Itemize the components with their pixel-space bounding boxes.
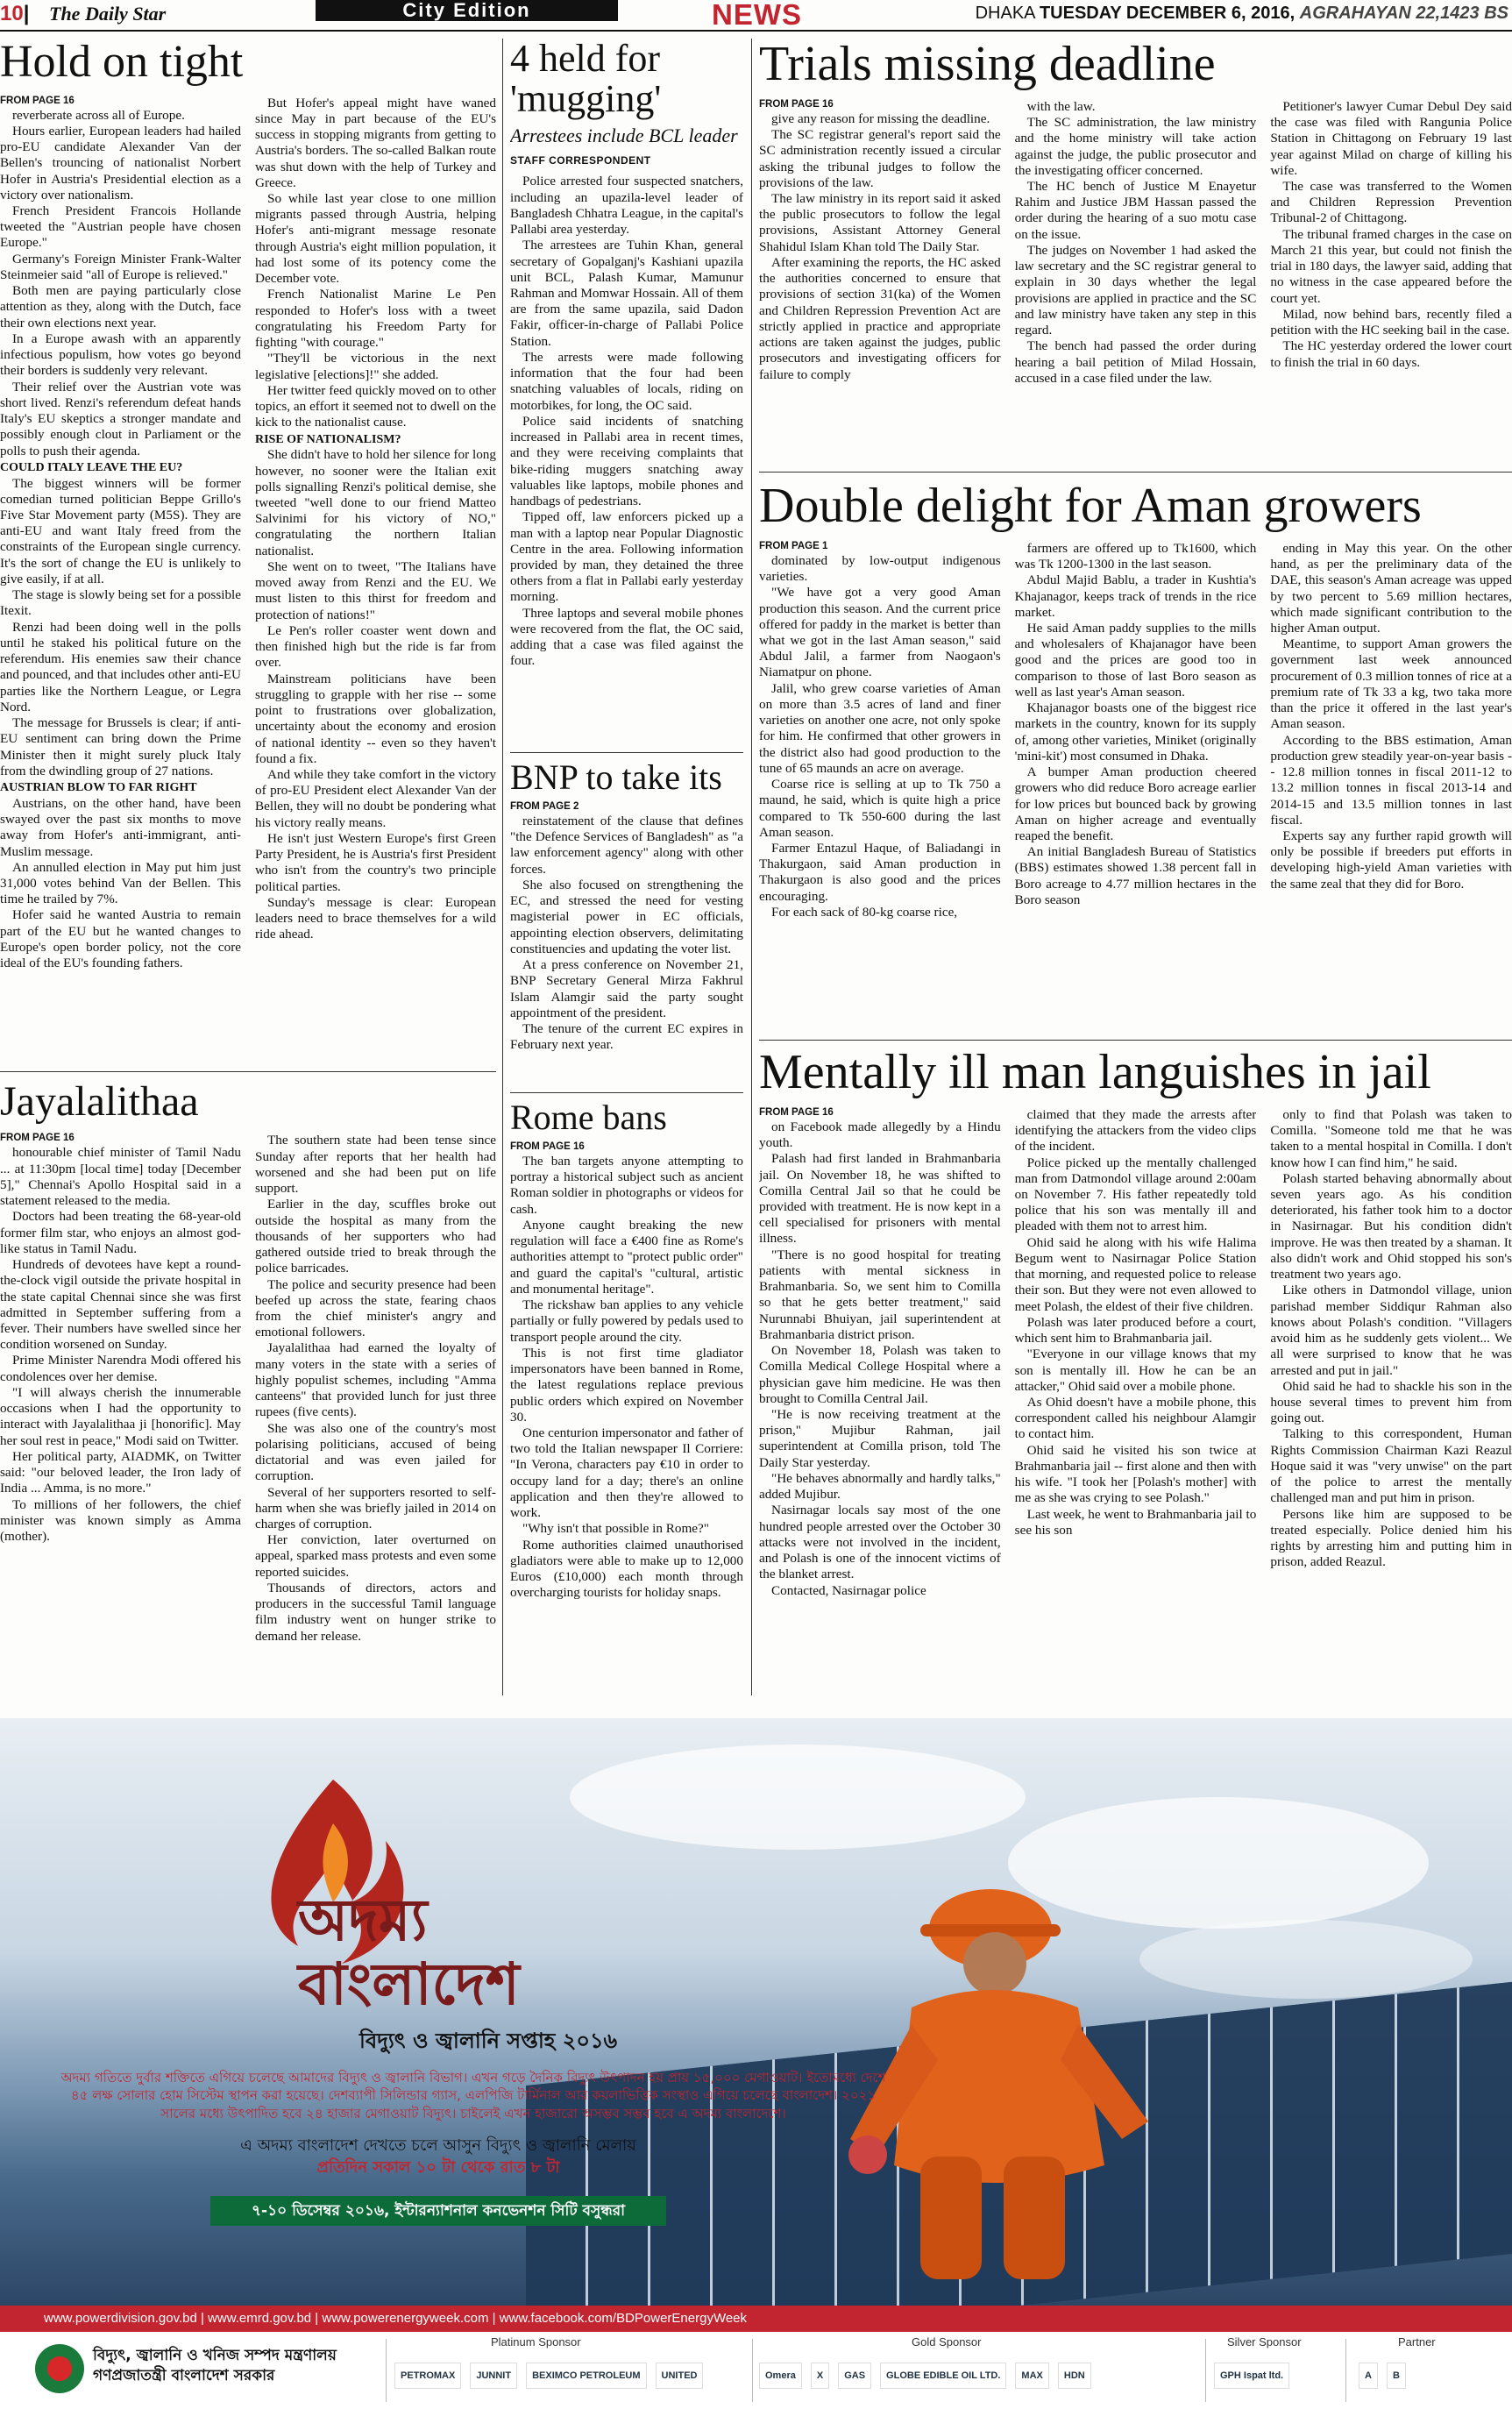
story-mentally-ill xyxy=(759,1047,1512,1695)
paragraph: Prime Minister Narendra Modi offered his condolences over her demise. xyxy=(0,1353,241,1384)
jump-label: FROM PAGE 2 xyxy=(510,801,579,812)
paragraph: After examining the reports, the HC asked the authorities concerned to ensure that provisions of section 31(ka) of the Women and Children Repression Prevention Act are strictly applied in practice and appropriate actions are taken against the judges, public prosecutors and investigating officers for failure to comply xyxy=(759,254,1001,382)
paragraph: She didn't have to hold her silence for long however, no sooner were the Italian exit polls signalling Renzi's political demise, she tweeted "well done to our friend Matteo Salvinimi for his victory of NO," congratulating the northern Italian nationalist. xyxy=(255,447,496,558)
paragraph: Germany's Foreign Minister Frank-Walter Steinmeier said "all of Europe is relieved." xyxy=(0,251,241,282)
paragraph: reinstatement of the clause that defines "the Defence Services of Bangladesh" as "a law enforcement agency" along with other forces. xyxy=(510,814,743,877)
headline-four-held: 4 held for 'mugging' xyxy=(510,39,662,121)
paragraph: So while last year close to one million migrants passed through Austria, helping Hofer's anti-migrant message resonate through Austria's eight million population, it had lost some of its potency come the December vote. xyxy=(255,191,496,287)
paragraph: on Facebook made allegedly by a Hindu youth. xyxy=(759,1119,1001,1151)
paragraph: "I will always cherish the innumerable occasions when I had the opportunity to interact with Jayalalithaa ji [honorific]. May her soul rest in peace," Modi said on Twitter. xyxy=(0,1384,241,1448)
divider xyxy=(386,2339,387,2402)
story-hold-on-tight xyxy=(0,39,496,1064)
paragraph: "He behaves abnormally and hardly talks," added Mujibur. xyxy=(759,1470,1001,1503)
paragraph: Hofer said he wanted Austria to remain part of the EU but he wanted changes to Europe's open border policy, not the core ideal of the EU's founding fathers. xyxy=(0,907,241,971)
paragraph: The tribunal framed charges in the case on March 21 this year, but could not finish the trial in 180 days, the lawyer said, adding that no witness in the case appeared before the court yet. xyxy=(1270,226,1512,306)
paragraph: On November 18, Polash was taken to Comilla Medical College Hospital where a physician gave him medicine. He was then brought to Comilla Central Jail. xyxy=(759,1343,1001,1406)
paragraph: Her political party, AIADMK, on Twitter said: "our beloved leader, the Iron lady of India ... Amma, is no more." xyxy=(0,1448,241,1496)
section-rule xyxy=(759,472,1512,473)
paragraph: Police said incidents of snatching increased in Pallabi area in recent times, and they were receiving complaints that bike-riding muggers snatching away valuables like laptops, mobile phones and handbags of pedestrians. xyxy=(510,413,743,509)
paragraph: Le Pen's roller coaster went down and then finished high but the ride is far from over. xyxy=(255,622,496,671)
sponsor-logo: GAS xyxy=(838,2363,871,2389)
subhead: AUSTRIAN BLOW TO FAR RIGHT xyxy=(0,781,197,794)
sponsor-logo: GPH Ispat ltd. xyxy=(1214,2363,1289,2389)
advertisement-power-energy-week xyxy=(0,1718,1512,2409)
story-bnp xyxy=(510,759,743,1096)
paragraph: "There is no good hospital for treating patients with mental sickness in Brahmanbaria. So, we sent him to Comilla so that he gets better treatment," said Nurunnabi Bhuiyan, jail superintendent at Brahmanbaria district prison. xyxy=(759,1247,1001,1342)
paragraph: "Everyone in our village knows that my son is mentally ill. How he can be an attacker," Ohid said over a mobile phone. xyxy=(1014,1347,1257,1394)
paragraph: Doctors had been treating the 68-year-old former film star, who enjoys an almost god-like status in Tamil Nadu. xyxy=(0,1209,241,1256)
dateline-city: DHAKA xyxy=(975,4,1035,23)
paragraph: The law ministry in its report said it asked the public prosecutors to follow the legal provisions, Assistant Attorney General Shahidul Islam Khan told The Daily Star. xyxy=(759,190,1001,254)
paragraph: "They'll be victorious in the next legislative [elections]!" she added. xyxy=(255,351,496,382)
paragraph: Their relief over the Austrian vote was short lived. Renzi's referendum defeat hands Italy's EU skeptics a stronger mandate and possibly enough clout in Parliament or the polls to push their agenda. xyxy=(0,379,241,458)
paragraph: She went on to tweet, "The Italians have moved away from Renzi and the EU. We must listen to this thirst for freedom and protection of nations!" xyxy=(255,558,496,622)
divider xyxy=(1205,2339,1206,2402)
paragraph: Rome authorities claimed unauthorised gladiators were able to make up to 12,000 Euros (£10,000) each month through overcharging tourists for holiday snaps. xyxy=(510,1537,743,1601)
gold-sponsor-logos xyxy=(759,2355,1091,2397)
paragraph: She was also one of the country's most polarising politicians, accused of being dictatorial and was even jailed for corruption. xyxy=(255,1420,496,1484)
story-four-held xyxy=(510,39,743,766)
paragraph: An initial Bangladesh Bureau of Statistics (BBS) estimates showed 1.38 percent fall in Boro acreage to 4.77 million hectares in the Boro season xyxy=(1014,844,1257,907)
paragraph: One centurion impersonator and father of two told the Italian newspaper Il Corriere: "In Verona, characters pay €10 in order to occupy land for a day; there's an online application and then they're allowed to work. xyxy=(510,1425,743,1521)
paragraph: The bench had passed the order during hearing a bail petition of Milad Hossain, accused in a case filed under the law. xyxy=(1014,338,1257,386)
subhead: RISE OF NATIONALISM? xyxy=(255,432,401,446)
section-rule xyxy=(510,1092,743,1093)
dateline-date: TUESDAY DECEMBER 6, 2016, xyxy=(1039,4,1295,23)
paragraph: The SC administration, the law ministry and the home ministry will take action against the judge, the public prosecutor and the investigating officer concerned. xyxy=(1014,115,1257,178)
paragraph: According to the BBS estimation, Aman production grew steadily year-on-year basis -- 12.8 million tonnes in fiscal 2011-12 to 13.2 million tonnes in fiscal 2013-14 and 2014-15 and 13.5 million tonnes in last fiscal. xyxy=(1270,732,1512,828)
paragraph: A bumper Aman production cheered growers who did reduce Boro acreage earlier for low prices but bounced back by growing Aman on higher acreage and eventually reaped the benefit. xyxy=(1014,764,1257,844)
paragraph: Sunday's message is clear: European leaders need to brace themselves for a wild ride ahead. xyxy=(255,894,496,942)
paragraph: Jalil, who grew coarse varieties of Aman on more than 3.5 acres of land and finer varieties on another one acre, not only spoke for him. He confirmed that other growers in the district also had good production to the tune of 65 maunds an acre on average. xyxy=(759,680,1001,776)
headline-jayalalithaa: Jayalalithaa xyxy=(0,1080,199,1125)
sponsor-logo: MAX xyxy=(1015,2363,1048,2389)
paragraph: Both men are paying particularly close attention as they, along with the Dutch, face their own elections next year. xyxy=(0,283,241,330)
paragraph: Ohid said he had to shackle his son in the house several times to prevent him from going out. xyxy=(1270,1378,1512,1426)
edition-label: City Edition xyxy=(316,0,618,21)
paragraph: Several of her supporters resorted to self-harm when she was briefly jailed in 2014 on charges of corruption. xyxy=(255,1484,496,1532)
paragraph: For each sack of 80-kg coarse rice, xyxy=(771,904,958,920)
section-rule xyxy=(510,752,743,753)
page-number: 10| xyxy=(0,2,30,25)
headline-mentally-ill: Mentally ill man languishes in jail xyxy=(759,1047,1431,1099)
paragraph: In a Europe awash with an apparently infectious populism, how votes go beyond their borders is suddenly very relevant. xyxy=(0,330,241,379)
paragraph: Polash was later produced before a court, which sent him to Brahmanbaria jail. xyxy=(1014,1314,1257,1347)
paragraph: farmers are offered up to Tk1600, which was Tk 1200-1300 in the last season. xyxy=(1014,540,1257,572)
paragraph: The biggest winners will be former comedian turned politician Beppe Grillo's Five Star Movement party (M5S). They are anti-EU and want Italy freed from the constraints of the European single currency. It's the sort of change the EU is unlikely to give easily, if at all. xyxy=(0,475,241,586)
ad-invitation-line2: প্রতিদিন সকাল ১০ টা থেকে রাত ৮ টা xyxy=(316,2158,560,2178)
story-trials-missing-deadline xyxy=(759,39,1512,465)
paper-name: The Daily Star xyxy=(49,3,167,25)
ad-title-line1: অদম্য xyxy=(298,1887,428,1954)
paragraph: French President Francois Hollande tweeted the "Austrian people have chosen Europe." xyxy=(0,203,241,251)
paragraph: To millions of her followers, the chief minister was known simply as Amma (mother). xyxy=(0,1496,241,1545)
sponsor-logo: JUNNIT xyxy=(470,2363,517,2389)
paragraph: Coarse rice is selling at up to Tk 750 a maund, he said, which is quite high a price compared to Tk 550-600 during the last Aman season. xyxy=(759,777,1001,840)
jump-label: FROM PAGE 16 xyxy=(759,1106,834,1118)
sponsor-logo: HDN xyxy=(1058,2363,1091,2389)
section-rule xyxy=(0,1071,496,1072)
paragraph: Three laptops and several mobile phones were recovered from the flat, the OC said, adding that a case was filed against the four. xyxy=(510,605,743,669)
paragraph: He said Aman paddy supplies to the mills and wholesalers of Khajanagor have been good and the prices are good too in comparison to those of last Boro season as well as last year's Aman season. xyxy=(1014,620,1257,700)
paragraph: The judges on November 1 had asked the law secretary and the SC registrar general to explain in 30 days whether the legal provisions are applied in practice and the SC and law ministry have taken any step in this regard. xyxy=(1014,242,1257,338)
silver-sponsor-logos xyxy=(1214,2355,1289,2397)
sponsor-logo: A xyxy=(1359,2363,1378,2389)
story-subhead: Arrestees include BCL leader xyxy=(510,124,738,147)
column-rule xyxy=(502,39,503,1695)
paragraph: Thousands of directors, actors and producers in the successful Tamil language film industry went on hunger strike to demand her release. xyxy=(255,1580,496,1644)
paragraph: Meantime, to support Aman growers the government last week announced procurement of 0.3 million tonnes of rice at a premium rate of Tk 33 a kg, two taka more than the price it offered in the last year's Aman season. xyxy=(1270,636,1512,732)
paragraph: The stage is slowly being set for a possible Itexit. xyxy=(0,587,241,619)
paragraph: ending in May this year. On the other hand, as per the preliminary data of the DAE, this season's Aman acreage was upped by two percent to 5.69 million hectares, which made significant contribution to the higher Aman output. xyxy=(1270,540,1512,636)
paragraph: The tenure of the current EC expires in February next year. xyxy=(510,1021,743,1053)
story-jayalalithaa xyxy=(0,1080,496,1695)
paragraph: claimed that they made the arrests after identifying the attackers from the video clips of the incident. xyxy=(1014,1106,1257,1155)
jump-label: FROM PAGE 16 xyxy=(0,95,75,106)
paragraph: reverberate across all of Europe. xyxy=(12,107,185,123)
headline-hold-on-tight: Hold on tight xyxy=(0,39,244,87)
jump-label: FROM PAGE 16 xyxy=(510,1141,585,1152)
paragraph: only to find that Polash was taken to Comilla. "Someone told me that he was taken to a mental hospital in Comilla. I don't know how I can find him," he said. xyxy=(1270,1106,1512,1170)
jump-label: FROM PAGE 16 xyxy=(0,1133,75,1144)
paragraph: The rickshaw ban applies to any vehicle partially or fully powered by pedals used to transport people around the city. xyxy=(510,1297,743,1345)
paragraph: Ohid said he along with his wife Halima Begum went to Nasirnagar Police Station that morning, and requested police to release their son. But they were not even allowed to meet Polash, the eldest of their five children. xyxy=(1014,1234,1257,1314)
headline-rome-bans: Rome bans xyxy=(510,1099,667,1137)
platinum-sponsor-label: Platinum Sponsor xyxy=(491,2335,581,2349)
paragraph: Petitioner's lawyer Cumar Debul Dey said the case was filed with Rangunia Police Station in Chittagong on February 19 last year against Milad on charge of killing his wife. xyxy=(1270,98,1512,178)
paragraph: The arrests were made following information that the four had been snatching valuables of locals, riding on motorbikes, for long, the OC said. xyxy=(510,349,743,413)
paragraph: The message for Brussels is clear; if anti-EU sentiment can bring down the Prime Minister then it might surely pluck Italy from the dwindling group of 27 nations. xyxy=(0,715,241,778)
ad-title xyxy=(298,1889,520,2016)
ad-photo-background xyxy=(0,1718,1512,2306)
paragraph: Contacted, Nasirnagar police xyxy=(771,1582,926,1598)
ad-venue-banner: ৭-১০ ডিসেম্বর ২০১৬, ইন্টারন্যাশনাল কনভেনশন সিটি বসুন্ধরা xyxy=(210,2196,666,2226)
sponsor-logo: BEXIMCO PETROLEUM xyxy=(526,2363,646,2389)
paragraph: Polash started behaving abnormally about seven years ago. As his condition deteriorated, his father took him to a doctor in Nasirnagar. But his condition didn't improve. He was then treated by a shaman. It also didn't work and Ohid stopped his son's treatment two years ago. xyxy=(1270,1170,1512,1283)
paragraph: with the law. xyxy=(1026,98,1096,114)
column-rule xyxy=(751,39,752,1695)
paragraph: French Nationalist Marine Le Pen responded to Hofer's loss with a tweet congratulating his Freedom Party for fighting "with courage." xyxy=(255,287,496,351)
paragraph: Milad, now behind bars, recently filed a petition with the HC seeking bail in the case. xyxy=(1270,306,1512,338)
paragraph: As Ohid doesn't have a mobile phone, this correspondent called his neighbour Alamgir to contact him. xyxy=(1014,1395,1257,1442)
byline: STAFF CORRESPONDENT xyxy=(510,154,651,167)
paragraph: The case was transferred to the Women and Children Repression Prevention Tribunal-2 of Chittagong. xyxy=(1270,178,1512,226)
paragraph: Renzi had been doing well in the polls until he staked his political future on the referendum. His enemies saw their chance and pounced, and that includes other anti-EU parties like the Northern League, or Legra Nord. xyxy=(0,619,241,714)
dateline xyxy=(976,4,1508,24)
paragraph: Like others in Datmondol village, union parishad member Siddiqur Rahman also knows about Polash's condition. "Villagers avoid him as he suddenly gets violent... We all were surprised to know that he was arrested and put in jail." xyxy=(1270,1283,1512,1378)
ministry-line2: গণপ্রজাতন্ত্রী বাংলাদেশ সরকার xyxy=(93,2366,275,2384)
ad-sponsor-footer xyxy=(0,2332,1512,2409)
paragraph: Palash had first landed in Brahmanbaria jail. On November 18, he was shifted to Comilla Central Jail so that he could be provided with treatment. He is now kept in a cell specialised for prisoners with mental illness. xyxy=(759,1151,1001,1247)
story-rome-bans xyxy=(510,1099,743,1695)
paragraph: Last week, he went to Brahmanbaria jail to see his son xyxy=(1014,1506,1257,1538)
paragraph: This is not first time gladiator impersonators have been banned in Rome, the latest regulations replace previous public orders which expired on November 30. xyxy=(510,1345,743,1425)
gold-sponsor-label: Gold Sponsor xyxy=(912,2335,982,2349)
paragraph: Her conviction, later overturned on appeal, sparked mass protests and even some reported suicides. xyxy=(255,1532,496,1580)
paragraph: "We have got a very good Aman production this season. And the current price offered for paddy in the market is better than what we got in the last Aman season," said Abdul Jalil, a farmer from Naogaon's Niamatpur on phone. xyxy=(759,585,1001,680)
ministry-name xyxy=(93,2346,337,2386)
ad-subtitle: বিদ্যুৎ ও জ্বালানি সপ্তাহ ২০১৬ xyxy=(359,2029,618,2053)
section-label: NEWS xyxy=(712,0,802,31)
paragraph: An annulled election in May put him just 31,000 votes behind Van der Bellen. This time he trailed by 7%. xyxy=(0,859,241,907)
paragraph: Mainstream politicians have been struggling to grapple with her rise -- some point to frustrations over globalization, uncertainty about the economy and erosion of national identity -- even so they haven't found a fix. xyxy=(255,671,496,766)
paragraph: He isn't just Western Europe's first Green Party President, he is Austria's first President who isn't from the country's two principle political parties. xyxy=(255,830,496,894)
government-emblem-icon xyxy=(35,2344,84,2393)
ad-url-strip[interactable]: www.powerdivision.gov.bd | www.emrd.gov.bd | www.powerenergyweek.com | www.facebook.com/BDPowerEnergyWeek xyxy=(0,2306,1512,2332)
jump-label: FROM PAGE 1 xyxy=(759,540,828,551)
paragraph: "Why isn't that possible in Rome?" xyxy=(522,1521,709,1537)
paragraph: She also focused on strengthening the EC, and stressed the need for vesting magisterial power in EC officials, appointing election observers, delimitating constituencies and updating the voter list. xyxy=(510,877,743,956)
ad-invitation xyxy=(210,2135,666,2178)
masthead xyxy=(0,0,1512,32)
paragraph: The southern state had been tense since Sunday after reports that her health had worsened and she had been put on life support. xyxy=(255,1133,496,1197)
partner-logos xyxy=(1359,2355,1406,2397)
column xyxy=(0,96,241,972)
paragraph: Nasirnagar locals say most of the one hundred people arrested over the October 30 attacks were not involved in the incident, and Polash is one of the innocent victims of the blanket arrest. xyxy=(759,1503,1001,1582)
paragraph: The HC yesterday ordered the lower court to finish the trial in 60 days. xyxy=(1270,338,1512,370)
paragraph: Experts say any further rapid growth will only be possible if breeders put efforts in developing high-yield Aman varieties with the same zeal that they did for Boro. xyxy=(1270,828,1512,892)
paragraph: "He is now receiving treatment at the prison," Mujibur Rahman, jail superintendent at Comilla prison, told The Daily Star yesterday. xyxy=(759,1407,1001,1470)
story-aman-growers xyxy=(759,480,1512,1038)
divider xyxy=(752,2339,753,2402)
paragraph: honourable chief minister of Tamil Nadu ... at 11:30pm [local time] today [December 5]," Chennai's Apollo Hospital said in a statement released to the media. xyxy=(0,1145,241,1209)
paragraph: Khajanagor boasts one of the biggest rice markets in the country, known for its supply of, among other varieties, Miniket (originally 'mini-kit') most consumed in Dhaka. xyxy=(1014,700,1257,764)
sponsor-logo: PETROMAX xyxy=(394,2363,461,2389)
paragraph: Austrians, on the other hand, have been swayed over the past six months to move away from Hofer's anti-immigrant, anti-Muslim message. xyxy=(0,795,241,859)
cloud xyxy=(1139,1920,1473,1999)
column xyxy=(255,96,496,972)
sponsor-logo: Omera xyxy=(759,2363,802,2389)
section-rule xyxy=(759,1040,1512,1041)
paragraph: But Hofer's appeal might have waned since May in part because of the EU's success in stopping migrants from getting to Austria's borders. The so-called Balkan route was shut down with the help of Turkey and Greece. xyxy=(255,95,496,190)
paragraph: Hundreds of devotees have kept a round-the-clock vigil outside the private hospital in the state capital Chennai since she was first admitted in September suffering from a fever. Their numbers have swelled since her condition worsened on Sunday. xyxy=(0,1257,241,1353)
paragraph: Abdul Majid Bablu, a trader in Kushtia's Khajanagor, keeps track of trends in the rice market. xyxy=(1014,572,1257,620)
paragraph: The SC registrar general's report said the SC administration recently issued a circular asking the tribunal judges to follow the provisions of the law. xyxy=(759,127,1001,190)
partner-label: Partner xyxy=(1398,2335,1436,2349)
sponsor-logo: B xyxy=(1387,2363,1406,2389)
sponsor-logo: X xyxy=(811,2363,829,2389)
paragraph: At a press conference on November 21, BNP Secretary General Mirza Fakhrul Islam Alamgir said the party sought appointment of the president. xyxy=(510,957,743,1020)
paragraph: The arrestees are Tuhin Khan, general secretary of Gopalganj's Kashiani upazila unit BCL, Palash Kumar, Mamunur Rahman and Momwar Hossain. All of them are from the same upazila, said Dadon Fakir, officer-in-charge of Pallabi Police Station. xyxy=(510,238,743,349)
paragraph: Hours earlier, European leaders had hailed pro-EU candidate Alexander Van der Bellen's trouncing of nationalist Norbert Hofer in Austria's Presidential election as a victory over nationalism. xyxy=(0,123,241,203)
paragraph: Earlier in the day, scuffles broke out outside the hospital as many from the thousands of her supporters who had gathered outside tried to break through the police barricades. xyxy=(255,1197,496,1276)
headline-trials: Trials missing deadline xyxy=(759,39,1216,91)
dateline-bangla: AGRAHAYAN 22,1423 BS xyxy=(1299,4,1508,23)
platinum-sponsor-logos xyxy=(394,2355,703,2397)
jump-label: FROM PAGE 16 xyxy=(759,98,834,110)
paragraph: The HC bench of Justice M Enayetur Rahim and Justice JBM Hassan passed the order during the hearing of a suo motu case on the issue. xyxy=(1014,178,1257,242)
paragraph: Farmer Entazul Haque, of Baliadangi in Thakurgaon, said Aman production in Thakurgaon is also good and the prices encouraging. xyxy=(759,841,1001,904)
sponsor-logo: UNITED xyxy=(656,2363,704,2389)
paragraph: The police and security presence had been beefed up across the state, fearing chaos from the chief minister's angry and emotional followers. xyxy=(255,1276,496,1340)
headline-aman: Double delight for Aman growers xyxy=(759,480,1422,533)
sponsor-logo: GLOBE EDIBLE OIL LTD. xyxy=(880,2363,1006,2389)
paragraph: Her twitter feed quickly moved on to other topics, an effort it seemed not to dwell on the kick to the nationalist cause. xyxy=(255,382,496,430)
paragraph: Talking to this correspondent, Human Rights Commission Chairman Kazi Reazul Hoque said it was "very unwise" on the part of the police to arrest the mentally challenged man and put him in prison. xyxy=(1270,1426,1512,1506)
ad-title-line2: বাংলাদেশ xyxy=(298,1950,520,2018)
paragraph: Ohid said he visited his son twice at Brahmanbaria jail -- first alone and then with his wife. "I took her [Polash's mother] with me as she was crying to see Polash." xyxy=(1014,1442,1257,1506)
ministry-line1: বিদ্যুৎ, জ্বালানি ও খনিজ সম্পদ মন্ত্রণালয় xyxy=(93,2347,337,2364)
cloud xyxy=(570,1745,1026,1850)
paragraph: Jayalalithaa had earned the loyalty of many voters in the state with a series of highly populist schemes, including "Amma canteens" that provided lunch for just three rupees (five cents). xyxy=(255,1340,496,1420)
paragraph: Police picked up the mentally challenged man from Datmondol village around 2:00am on November 7. His father repeatedly told police that his son was mentally ill and pleaded with them not to arrest him. xyxy=(1014,1155,1257,1234)
paragraph: Persons like him are supposed to be treated especially. Police denied him his rights by arresting him and putting him in prison, added Reazul. xyxy=(1270,1506,1512,1570)
paragraph: Tipped off, law enforcers picked up a man with a laptop near Popular Diagnostic Centre in the area. Following information provided by man, they detained the three others from a flat in Pallabi early yesterday morning. xyxy=(510,509,743,605)
divider xyxy=(1345,2339,1346,2402)
paragraph: Anyone caught breaking the new regulation will face a €400 fine as Rome's authorities attempt to "protect public order" and guard the capital's "cultural, artistic and monumental heritage". xyxy=(510,1217,743,1297)
silver-sponsor-label: Silver Sponsor xyxy=(1227,2335,1302,2349)
paragraph: And while they take comfort in the victory of pro-EU President elect Alexander Van der Bellen, they will no doubt be pondering what his victory really means. xyxy=(255,767,496,830)
ad-paragraph: অদম্য গতিতে দুর্বার শক্তিতে এগিয়ে চলেছে আমাদের বিদ্যুৎ ও জ্বালানি বিভাগ। এখন গড়ে দৈনিক বিদ্যুৎ উৎপাদন হয় প্রায় ১৫,০০০ মেগাওয়াট। ইতোমধ্যে দেশে ৪৫ লক্ষ সোলার হোম সিস্টেম স্থাপন করা হয়েছে। দেশব্যাপী সিলিন্ডার গ্যাস, এলপিজি টার্মিনাল আর কয়লাভিত্তিক সংস্থাও এগিয়ে চলেছে বাংলাদেশ। ২০২১ সালের মধ্যে উৎপাদিত হবে ২৪ হাজার মেগাওয়াট বিদ্যুৎ। চাইলেই এখন হাজারো অসম্ভব সম্ভব হবে এ অদম্য বাংলাদেশে। xyxy=(60,2070,886,2121)
paragraph: Police arrested four suspected snatchers, including an upazila-level leader of Bangladesh Chhatra League, in the capital's Pallabi area yesterday. xyxy=(510,174,743,238)
paragraph: dominated by low-output indigenous varieties. xyxy=(759,552,1001,585)
paragraph: The ban targets anyone attempting to portray a historical subject such as ancient Roman soldier in photographs or videos for cash. xyxy=(510,1154,743,1217)
headline-bnp: BNP to take its xyxy=(510,759,722,797)
subhead: COULD ITALY LEAVE THE EU? xyxy=(0,460,183,474)
ad-invitation-line1: এ অদম্য বাংলাদেশ দেখতে চলে আসুন বিদ্যুৎ ও জ্বালানি মেলায় xyxy=(240,2136,636,2155)
paragraph: give any reason for missing the deadline. xyxy=(771,110,990,126)
